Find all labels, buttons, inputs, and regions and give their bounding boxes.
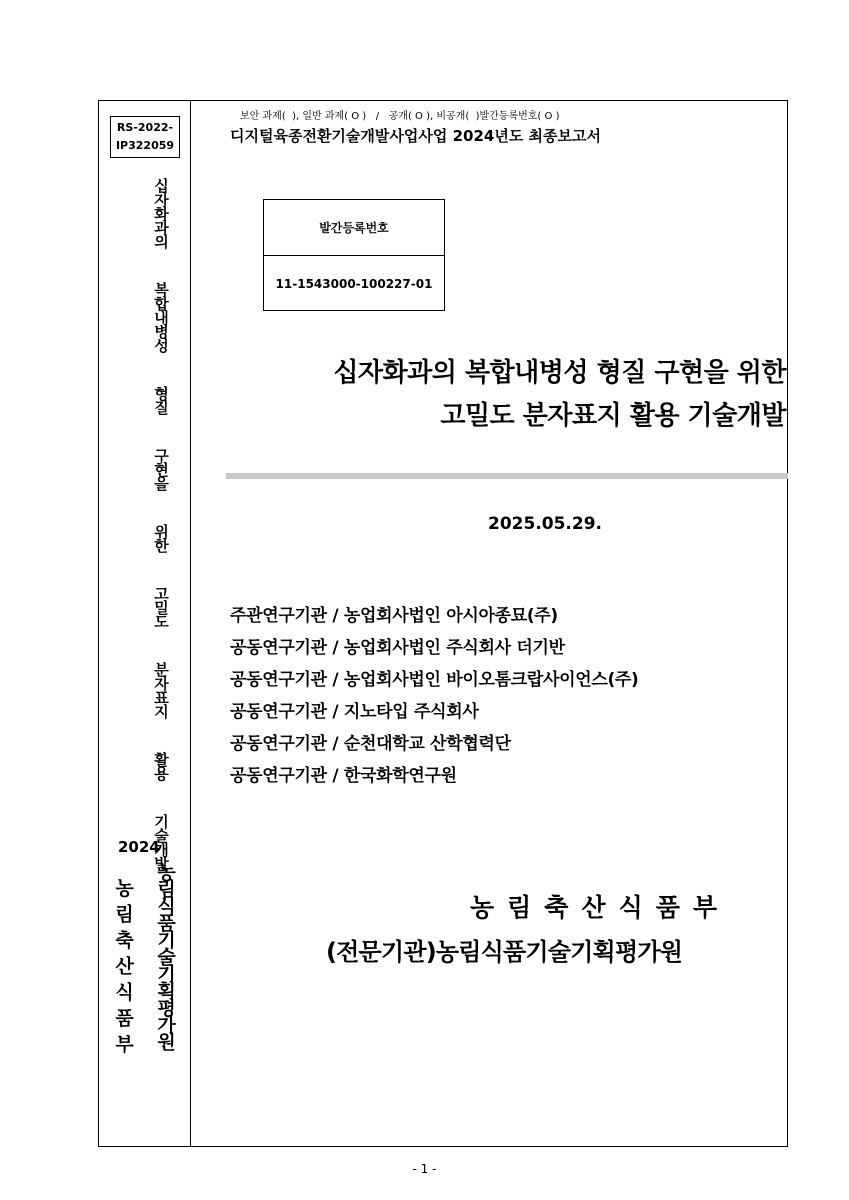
report-title: 디지털육종전환기술개발사업사업 2024년도 최종보고서 [230, 127, 601, 145]
spine-project-code [110, 116, 180, 158]
spine-divider [190, 100, 191, 1147]
report-date: 2025.05.29. [488, 514, 603, 534]
organization-item: 공동연구기관 / 농업회사법인 바이오톰크랍사이언스(주) [230, 670, 639, 690]
agency-name: (전문기관)농림식품기술기획평가원 [326, 938, 683, 966]
organization-list [230, 600, 639, 792]
main-title-line1: 십자화과의 복합내병성 형질 구현을 위한 [333, 358, 786, 388]
spine-code-line1: RS-2022- [116, 121, 174, 134]
ministry-name: 농림축산식품부 [470, 893, 731, 922]
publication-number-box [263, 199, 445, 311]
spine-ministry: 농림축산식품부 [112, 878, 134, 1060]
organization-item: 주관연구기관 / 농업회사법인 아시아종묘(주) [230, 606, 558, 626]
publication-number: 11-1543000-100227-01 [275, 276, 433, 291]
security-classification: 보안 과제( ), 일반 과제( O ) / 공개( O ), 비공개( )발간등록번호( O ) [240, 111, 560, 122]
main-title-line2: 고밀도 분자표지 활용 기술개발 [440, 401, 786, 431]
main-title [200, 352, 786, 438]
organization-item: 공동연구기관 / 지노타입 주식회사 [230, 702, 479, 722]
organization-item: 공동연구기관 / 한국화학연구원 [230, 766, 457, 786]
spine-title: 십자화과의 복합내병성 형질 구현을 위한 고밀도 분자표지 활용 기술개발 [152, 178, 170, 870]
organization-item: 공동연구기관 / 농업회사법인 주식회사 더기반 [230, 638, 565, 658]
title-divider [226, 473, 788, 479]
organization-item: 공동연구기관 / 순천대학교 산학협력단 [230, 734, 511, 754]
spine-year: 2024 [118, 838, 160, 856]
page-number: - 1 - [412, 1162, 437, 1176]
spine-agency: 농림식품기술기획평가원 [154, 862, 176, 1049]
publication-label: 발간등록번호 [264, 200, 444, 256]
spine-code-line2: IP322059 [115, 139, 175, 152]
